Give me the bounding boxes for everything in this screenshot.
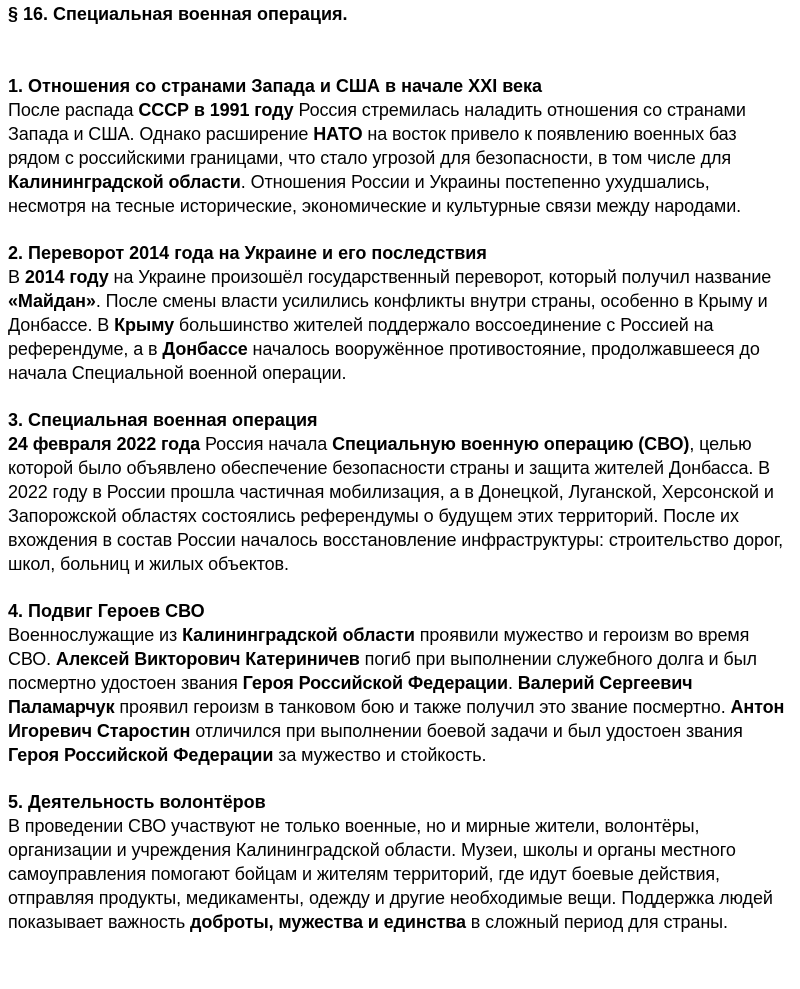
text-run: , целью которой было объявлено обеспечение безопасности страны и защита жителей Донбасса. В 2022 году в России прошла частичная мобилизация, а в Донецкой, Луганской, Херсонской и Запорожской областях состоялись референдумы о будущем этих территорий. После их вхождения в состав России началось восстановление инфраструктуры: строительство дорог, школ, больниц и жилых объектов. (8, 434, 784, 574)
section-2 (8, 241, 792, 385)
bold-text: СССР в 1991 году (138, 100, 294, 120)
section-3 (8, 408, 792, 576)
section-paragraph (8, 814, 792, 934)
bold-text: Антон Игоревич Старостин (8, 697, 785, 741)
bold-text: НАТО (313, 124, 363, 144)
bold-text: Крыму (114, 315, 175, 335)
sections-container (8, 74, 792, 934)
section-heading: 2. Переворот 2014 года на Украине и его последствия (8, 243, 487, 263)
bold-text: Валерий Сергеевич Паламарчук (8, 673, 693, 717)
text-run: . После смены власти усилились конфликты внутри страны, особенно в Крыму и Донбассе. В (8, 291, 768, 335)
text-run: После распада (8, 100, 139, 120)
text-run: . (507, 673, 518, 693)
bold-text: Калининградской области (8, 172, 241, 192)
bold-text: 24 февраля 2022 года (8, 434, 201, 454)
bold-text: Героя Российской Федерации (242, 673, 508, 693)
section-paragraph (8, 432, 792, 576)
bold-text: Специальную военную операцию (СВО) (332, 434, 690, 454)
text-run: В проведении СВО участвуют не только военные, но и мирные жители, волонтёры, организации и учреждения Калининградской области. Музеи, школы и органы местного самоуправления помогают бойцам и жителям территорий, где идут боевые действия, отправляя продукты, медикаменты, одежду и другие необходимые вещи. Поддержка людей показывает важность (8, 816, 773, 932)
bold-text: доброты, мужества и единства (190, 912, 466, 932)
text-run: Военнослужащие из (8, 625, 183, 645)
bold-text: Алексей Викторович Катериничев (55, 649, 360, 669)
text-run: большинство жителей поддержало воссоединение с Россией на референдуме, а в (8, 315, 714, 359)
text-run: отличился при выполнении боевой задачи и был удостоен звания (190, 721, 743, 741)
section-paragraph (8, 623, 792, 767)
section-4 (8, 599, 792, 767)
text-run: проявили мужество и героизм во время СВО. (8, 625, 750, 669)
text-run: погиб при выполнении служебного долга и был посмертно удостоен звания (8, 649, 757, 693)
section-paragraph (8, 265, 792, 385)
section-heading: 3. Специальная военная операция (8, 410, 318, 430)
page-title: § 16. Специальная военная операция. (8, 4, 348, 24)
text-run: в сложный период для страны. (465, 912, 728, 932)
text-run: за мужество и стойкость. (273, 745, 487, 765)
text-run: на восток привело к появлению военных баз рядом с российскими границами, что стало угрозой для безопасности, в том числе для (8, 124, 737, 168)
bold-text: «Майдан» (8, 291, 96, 311)
bold-text: 2014 году (24, 267, 109, 287)
section-1 (8, 74, 792, 218)
text-run: началось вооружённое противостояние, продолжавшееся до начала Специальной военной операции. (8, 339, 760, 383)
bold-text: Калининградской области (182, 625, 415, 645)
text-run: Россия начала (200, 434, 333, 454)
text-run: на Украине произошёл государственный переворот, который получил название (108, 267, 772, 287)
text-run: В (8, 267, 25, 287)
bold-text: Донбассе (162, 339, 248, 359)
section-heading: 1. Отношения со странами Запада и США в начале XXI века (8, 76, 543, 96)
text-run: Россия стремилась наладить отношения со странами Запада и США. Однако расширение (8, 100, 746, 144)
bold-text: Героя Российской Федерации (8, 745, 274, 765)
text-run: проявил героизм в танковом бою и также получил это звание посмертно. (114, 697, 731, 717)
section-paragraph (8, 98, 792, 218)
section-heading: 4. Подвиг Героев СВО (8, 601, 205, 621)
section-heading: 5. Деятельность волонтёров (8, 792, 266, 812)
section-5 (8, 790, 792, 934)
text-run: . Отношения России и Украины постепенно ухудшались, несмотря на тесные исторические, экономические и культурные связи между народами. (8, 172, 742, 216)
